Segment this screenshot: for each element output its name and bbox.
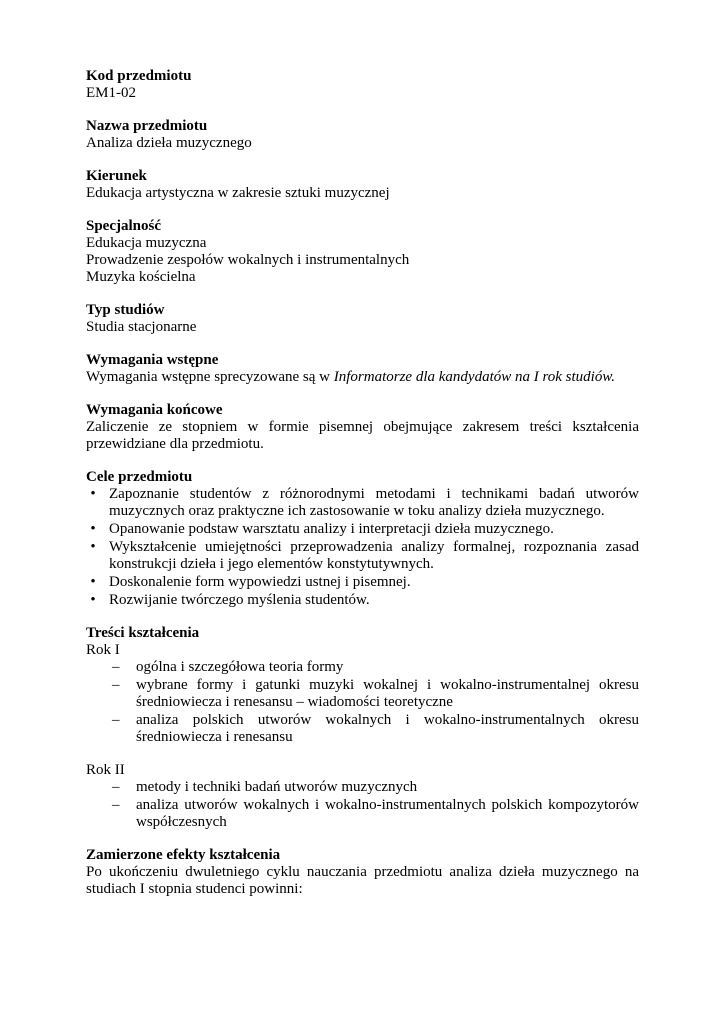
- prerequisites-text-italic: Informatorze dla kandydatów na I rok studiów.: [333, 369, 615, 385]
- dash-icon: –: [112, 779, 120, 795]
- year-1-list: [86, 659, 639, 746]
- document-page: [86, 68, 639, 914]
- specialty-item: Edukacja muzyczna: [86, 235, 207, 251]
- goals-list: [86, 486, 639, 609]
- direction-value: Edukacja artystyczna w zakresie sztuki muzycznej: [86, 185, 390, 201]
- goals-item-text: Wykształcenie umiejętności przeprowadzenia analizy formalnej, rozpoznania zasad konstrukcji dzieła i jego elementów konstytutywnych.: [109, 539, 639, 572]
- year-1-list-item: [112, 712, 639, 746]
- section-study-type: [86, 302, 639, 336]
- bullet-icon: •: [90, 521, 96, 537]
- bullet-icon: •: [90, 574, 96, 590]
- year-2-label: Rok II: [86, 762, 125, 778]
- year-2-item-text: metody i techniki badań utworów muzycznych: [136, 779, 418, 795]
- goals-item-text: Zapoznanie studentów z różnorodnymi metodami i technikami badań utworów muzycznych oraz praktyczne ich zastosowanie w toku analizy dzieła muzycznego.: [109, 486, 639, 519]
- section-specialty: [86, 218, 639, 286]
- specialty-item: Muzyka kościelna: [86, 269, 196, 285]
- year-2-list-item: [112, 797, 639, 831]
- year-2-list-item: [112, 779, 639, 796]
- section-outcomes: [86, 847, 639, 898]
- outcomes-value: Po ukończeniu dwuletniego cyklu nauczania przedmiotu analiza dzieła muzycznego na studiach I stopnia studenci powinni:: [86, 864, 639, 897]
- study-type-heading: Typ studiów: [86, 302, 165, 318]
- goals-item-text: Rozwijanie twórczego myślenia studentów.: [109, 592, 370, 608]
- course-name-heading: Nazwa przedmiotu: [86, 118, 208, 134]
- goals-list-item: [90, 574, 639, 591]
- year-1-item-text: wybrane formy i gatunki muzyki wokalnej i wokalno-instrumentalnej okresu średniowiecza i renesansu – wiadomości teoretyczne: [136, 677, 639, 710]
- dash-icon: –: [112, 797, 120, 813]
- dash-icon: –: [112, 677, 120, 693]
- section-goals: [86, 469, 639, 609]
- goals-list-item: [90, 521, 639, 538]
- year-1-item-text: analiza polskich utworów wokalnych i wokalno-instrumentalnych okresu średniowiecza i renesansu: [136, 712, 639, 745]
- goals-list-item: [90, 486, 639, 520]
- prerequisites-text-plain: Wymagania wstępne sprecyzowane są w: [86, 369, 334, 385]
- study-type-value: Studia stacjonarne: [86, 319, 197, 335]
- dash-icon: –: [112, 659, 120, 675]
- goals-list-item: [90, 592, 639, 609]
- section-prerequisites: [86, 352, 639, 386]
- prerequisites-heading: Wymagania wstępne: [86, 352, 219, 368]
- year-1-label: Rok I: [86, 642, 120, 658]
- content-heading: Treści kształcenia: [86, 625, 200, 641]
- year-2-list: [86, 779, 639, 831]
- section-content: [86, 625, 639, 831]
- course-name-value: Analiza dzieła muzycznego: [86, 135, 252, 151]
- section-final-requirements: [86, 402, 639, 453]
- course-code-value: EM1-02: [86, 85, 136, 101]
- final-requirements-heading: Wymagania końcowe: [86, 402, 223, 418]
- goals-heading: Cele przedmiotu: [86, 469, 193, 485]
- year-1-item-text: ogólna i szczegółowa teoria formy: [136, 659, 344, 675]
- course-code-heading: Kod przedmiotu: [86, 68, 192, 84]
- content-year-1: [86, 642, 639, 746]
- direction-heading: Kierunek: [86, 168, 147, 184]
- specialty-item: Prowadzenie zespołów wokalnych i instrumentalnych: [86, 252, 410, 268]
- section-course-code: [86, 68, 639, 102]
- specialty-heading: Specjalność: [86, 218, 161, 234]
- section-direction: [86, 168, 639, 202]
- year-2-item-text: analiza utworów wokalnych i wokalno-instrumentalnych polskich kompozytorów współczesnych: [136, 797, 639, 830]
- bullet-icon: •: [90, 592, 96, 608]
- goals-item-text: Doskonalenie form wypowiedzi ustnej i pisemnej.: [109, 574, 411, 590]
- content-year-2: [86, 762, 639, 831]
- bullet-icon: •: [90, 486, 96, 502]
- final-requirements-value: Zaliczenie ze stopniem w formie pisemnej obejmujące zakresem treści kształcenia przewidziane dla przedmiotu.: [86, 419, 639, 452]
- goals-item-text: Opanowanie podstaw warsztatu analizy i interpretacji dzieła muzycznego.: [109, 521, 554, 537]
- outcomes-heading: Zamierzone efekty kształcenia: [86, 847, 281, 863]
- goals-list-item: [90, 539, 639, 573]
- section-course-name: [86, 118, 639, 152]
- dash-icon: –: [112, 712, 120, 728]
- prerequisites-text: [86, 369, 639, 386]
- year-1-list-item: [112, 677, 639, 711]
- year-1-list-item: [112, 659, 639, 676]
- bullet-icon: •: [90, 539, 96, 555]
